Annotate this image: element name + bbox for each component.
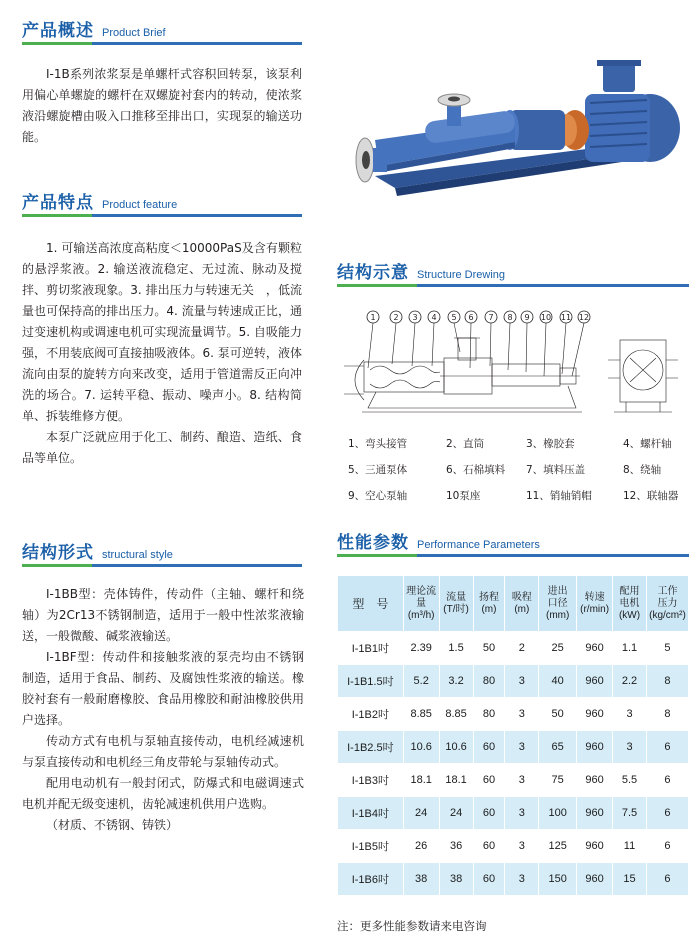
svg-text:12: 12 <box>578 313 590 322</box>
table-row <box>338 797 689 830</box>
structure-title-zh: 结构示意 <box>337 263 409 283</box>
table-cell: 960 <box>577 632 613 665</box>
table-cell: 2.39 <box>403 632 439 665</box>
part-number-7 <box>485 311 497 323</box>
table-cell: 960 <box>577 863 613 896</box>
svg-text:6: 6 <box>468 313 474 322</box>
feature-text-2: 本泵广泛就应用于化工、制药、酿造、造纸、食品等单位。 <box>22 430 302 465</box>
feature-text-block <box>22 238 302 469</box>
part-number-9 <box>521 311 533 323</box>
table-cell: 960 <box>577 731 613 764</box>
part-number-3 <box>409 311 421 323</box>
style-title-zh: 结构形式 <box>22 543 94 563</box>
part-number-6 <box>465 311 477 323</box>
table-cell: 7.5 <box>613 797 647 830</box>
table-header-cell: 吸程 (m) <box>505 576 539 632</box>
table-cell: I-1B3吋 <box>338 764 404 797</box>
table-cell: 960 <box>577 830 613 863</box>
table-cell: 38 <box>439 863 473 896</box>
table-cell: 8 <box>646 665 688 698</box>
svg-text:10: 10 <box>540 313 552 322</box>
style-text-5: （材质、不锈钢、铸铁） <box>46 818 179 832</box>
part-number-1 <box>367 311 379 323</box>
style-title-en: structural style <box>102 549 173 561</box>
table-cell: 5.5 <box>613 764 647 797</box>
svg-text:5: 5 <box>451 313 457 322</box>
table-cell: 25 <box>539 632 577 665</box>
table-cell: 3 <box>505 665 539 698</box>
feature-title-en: Product feature <box>102 199 178 211</box>
table-header-cell: 配用 电机 (kW) <box>613 576 647 632</box>
svg-text:2: 2 <box>393 313 399 322</box>
part-label: 12、联轴器 <box>623 490 679 502</box>
part-label: 8、绕轴 <box>623 464 662 476</box>
table-cell: 50 <box>539 698 577 731</box>
part-label: 5、三通泵体 <box>348 464 408 476</box>
table-header-cell: 流量 (T/时) <box>439 576 473 632</box>
brief-title-en: Product Brief <box>102 27 166 39</box>
svg-text:11: 11 <box>560 313 572 322</box>
table-header-row <box>338 576 689 632</box>
part-number-11 <box>560 311 572 323</box>
style-text-4: 配用电动机有一般封闭式，防爆式和电磁调速式电机并配无级变速机，齿轮减速机供用户选购。 <box>22 776 304 811</box>
part-number-5 <box>448 311 460 323</box>
table-header-cell: 型 号 <box>338 576 404 632</box>
part-label: 1、弯头接管 <box>348 438 408 450</box>
table-cell: 11 <box>613 830 647 863</box>
table-row <box>338 698 689 731</box>
table-cell: 2.2 <box>613 665 647 698</box>
brief-text-block <box>22 64 302 148</box>
part-number-2 <box>390 311 402 323</box>
table-cell: 960 <box>577 797 613 830</box>
structure-diagram <box>340 300 692 425</box>
svg-text:4: 4 <box>431 313 437 322</box>
feature-underline <box>22 214 302 217</box>
table-row <box>338 731 689 764</box>
brief-title <box>22 16 166 41</box>
table-cell: 18.1 <box>439 764 473 797</box>
feature-title <box>22 188 177 213</box>
table-cell: 60 <box>473 830 505 863</box>
part-label: 6、石棉填料 <box>446 464 506 476</box>
part-label: 9、空心泵轴 <box>348 490 408 502</box>
table-cell: 60 <box>473 764 505 797</box>
table-cell: 50 <box>473 632 505 665</box>
table-cell: 2 <box>505 632 539 665</box>
part-label: 2、直筒 <box>446 438 485 450</box>
table-row <box>338 863 689 896</box>
table-cell: 125 <box>539 830 577 863</box>
table-cell: 6 <box>646 797 688 830</box>
style-text-block <box>22 584 304 836</box>
table-cell: 60 <box>473 863 505 896</box>
svg-text:9: 9 <box>524 313 530 322</box>
table-cell: 3 <box>505 731 539 764</box>
performance-underline <box>337 554 689 557</box>
svg-text:8: 8 <box>507 313 513 322</box>
style-underline <box>22 564 302 567</box>
table-cell: I-1B6吋 <box>338 863 404 896</box>
structure-title <box>337 258 505 283</box>
table-cell: 150 <box>539 863 577 896</box>
svg-text:3: 3 <box>412 313 418 322</box>
structure-title-en: Structure Drewing <box>417 269 506 281</box>
brief-title-zh: 产品概述 <box>22 21 94 41</box>
part-label: 4、螺杆轴 <box>623 438 672 450</box>
table-cell: I-1B2.5吋 <box>338 731 404 764</box>
structure-underline <box>337 284 689 287</box>
style-text-1: I-1BB型：壳体铸件，传动件（主轴、螺杆和绕轴）为2Cr13不锈钢制造，适用于一般中性浓浆液输送，一般微酸、碱浆液输送。 <box>22 587 304 643</box>
table-cell: 8.85 <box>403 698 439 731</box>
table-cell: 3 <box>505 764 539 797</box>
table-cell: 15 <box>613 863 647 896</box>
table-cell: 80 <box>473 698 505 731</box>
part-label: 10泵座 <box>446 490 481 502</box>
table-cell: 6 <box>646 731 688 764</box>
table-cell: 80 <box>473 665 505 698</box>
table-cell: 6 <box>646 830 688 863</box>
table-cell: 18.1 <box>403 764 439 797</box>
style-title <box>22 538 173 563</box>
table-cell: 3 <box>613 731 647 764</box>
performance-title <box>337 528 540 553</box>
table-header-cell: 转速 (r/min) <box>577 576 613 632</box>
table-cell: 3 <box>505 830 539 863</box>
table-header-cell: 工作 压力 (kg/cm²) <box>646 576 688 632</box>
table-cell: I-1B2吋 <box>338 698 404 731</box>
svg-text:1: 1 <box>370 313 376 322</box>
pump-photo <box>335 48 690 198</box>
table-cell: 3 <box>505 698 539 731</box>
part-number-10 <box>540 311 552 323</box>
table-cell: 5.2 <box>403 665 439 698</box>
table-cell: 36 <box>439 830 473 863</box>
table-cell: 5 <box>646 632 688 665</box>
style-text-2: I-1BF型：传动件和接触浆液的泵壳均由不锈钢制造，适用于食品、制药、及腐蚀性浆液的输送。橡胶衬套有一般耐磨橡胶、食品用橡胶和耐油橡胶供用户选择。 <box>22 650 304 727</box>
table-cell: 60 <box>473 731 505 764</box>
table-cell: 960 <box>577 764 613 797</box>
table-cell: 8.85 <box>439 698 473 731</box>
part-number-4 <box>428 311 440 323</box>
table-cell: 960 <box>577 665 613 698</box>
table-cell: 60 <box>473 797 505 830</box>
table-row <box>338 665 689 698</box>
table-cell: 3 <box>613 698 647 731</box>
performance-note: 注：更多性能参数请来电咨询 <box>337 919 487 933</box>
table-cell: 75 <box>539 764 577 797</box>
table-header-cell: 进出 口径 (mm) <box>539 576 577 632</box>
feature-title-zh: 产品特点 <box>22 193 94 213</box>
table-cell: 3 <box>505 797 539 830</box>
style-text-3: 传动方式有电机与泵轴直接传动，电机经减速机与泵直接传动和电机经三角皮带轮与泵轴传动式。 <box>22 734 304 769</box>
table-cell: 10.6 <box>403 731 439 764</box>
table-cell: 38 <box>403 863 439 896</box>
part-number-8 <box>504 311 516 323</box>
table-cell: 1.1 <box>613 632 647 665</box>
performance-title-en: Performance Parameters <box>417 539 540 551</box>
table-cell: I-1B4吋 <box>338 797 404 830</box>
table-cell: 3 <box>505 863 539 896</box>
table-cell: I-1B5吋 <box>338 830 404 863</box>
table-cell: 26 <box>403 830 439 863</box>
brief-underline <box>22 42 302 45</box>
performance-title-zh: 性能参数 <box>337 533 409 553</box>
table-cell: 24 <box>439 797 473 830</box>
table-cell: 100 <box>539 797 577 830</box>
table-cell: 6 <box>646 764 688 797</box>
table-cell: 10.6 <box>439 731 473 764</box>
table-cell: 40 <box>539 665 577 698</box>
table-cell: 3.2 <box>439 665 473 698</box>
table-cell: 8 <box>646 698 688 731</box>
table-header-cell: 理论流量 (m³/h) <box>403 576 439 632</box>
feature-text-1: 1. 可输送高浓度高粘度＜10000PaS及含有颗粒的悬浮浆液。2. 输送液流稳定、无过流、脉动及搅拌、剪切浆液现象。3. 排出压力与转速无关 ，低流量也可保持高的排出压力。4. 流量与转速成正比，通过变速机构或调速电机可实现流量调节。5. 自吸能力强，不用装底阀可直接抽吸液体。6. 泵可逆转，液体流向由泵的旋转方向来改变，适用于管道需反正向冲洗的场合。7. 运转平稳、振动、噪声小。8. 结构简单、拆装维修方便。 <box>22 241 302 423</box>
part-label: 11、销轴销帽 <box>526 490 592 502</box>
table-cell: I-1B1吋 <box>338 632 404 665</box>
table-cell: 1.5 <box>439 632 473 665</box>
part-label: 3、橡胶套 <box>526 438 575 450</box>
table-row <box>338 632 689 665</box>
table-header-cell: 扬程 (m) <box>473 576 505 632</box>
table-cell: 65 <box>539 731 577 764</box>
table-cell: 6 <box>646 863 688 896</box>
part-label: 7、填料压盖 <box>526 464 586 476</box>
parts-list <box>348 436 693 503</box>
part-number-12 <box>578 311 590 323</box>
table-cell: 960 <box>577 698 613 731</box>
table-row <box>338 830 689 863</box>
svg-text:7: 7 <box>488 313 494 322</box>
brief-text: I-1B系列浓浆泵是单螺杆式容积回转泵，该泵利用偏心单螺旋的螺杆在双螺旋衬套内的转动，使浓浆液沿螺旋槽由吸入口推移至排出口，实现泵的输送功能。 <box>22 67 302 144</box>
table-cell: I-1B1.5吋 <box>338 665 404 698</box>
table-cell: 24 <box>403 797 439 830</box>
table-row <box>338 764 689 797</box>
performance-table <box>337 575 689 896</box>
